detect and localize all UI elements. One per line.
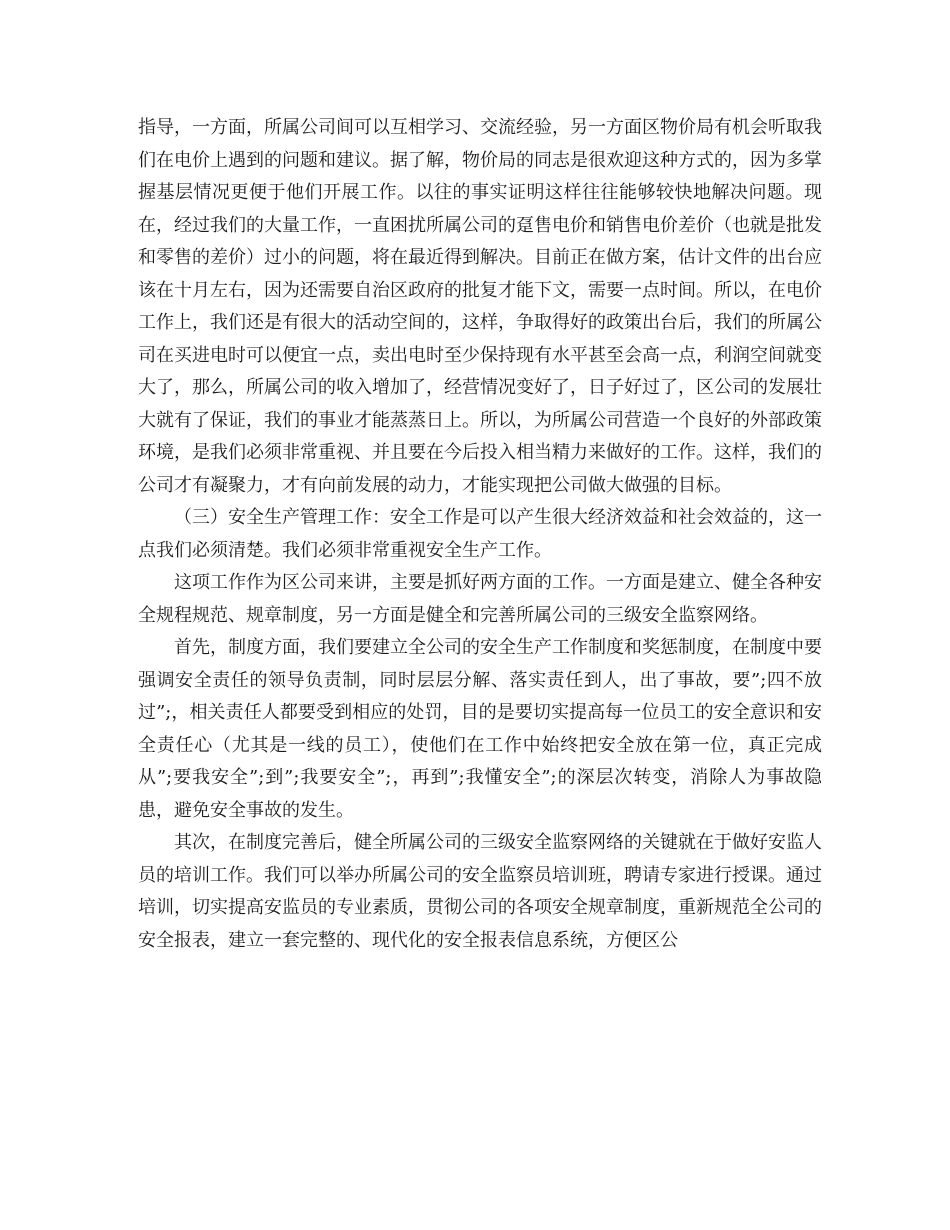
document-body <box>138 112 822 957</box>
paragraph-safety-heading: （三）安全生产管理工作：安全工作是可以产生很大经济效益和社会效益的，这一点我们必须清楚。我们必须非常重视安全生产工作。 <box>138 507 822 561</box>
paragraph-regulations: 首先，制度方面，我们要建立全公司的安全生产工作制度和奖惩制度，在制度中要强调安全责任的领导负责制，同时层层分解、落实责任到人，出了事故，要”;四不放过”;，相关责任人都要受到相应的处罚，目的是要切实提高每一位员工的安全意识和安全责任心（尤其是一线的员工），使他们在工作中始终把安全放在第一位，真正完成从”;要我安全”;到”;我要安全”;，再到”;我懂安全”;的深层次转变，消除人为事故隐患，避免安全事故的发生。 <box>138 637 822 821</box>
paragraph-two-aspects: 这项工作作为区公司来讲，主要是抓好两方面的工作。一方面是建立、健全各种安全规程规范、规章制度，另一方面是健全和完善所属公司的三级安全监察网络。 <box>138 572 822 626</box>
paragraph-training: 其次，在制度完善后，健全所属公司的三级安全监察网络的关键就在于做好安监人员的培训工作。我们可以举办所属公司的安全监察员培训班，聘请专家进行授课。通过培训，切实提高安监员的专业素质，贯彻公司的各项安全规章制度，重新规范全公司的安全报表，建立一套完整的、现代化的安全报表信息系统，方便区公 <box>138 832 822 951</box>
paragraph-electricity-price: 指导，一方面，所属公司间可以互相学习、交流经验，另一方面区物价局有机会听取我们在电价上遇到的问题和建议。据了解，物价局的同志是很欢迎这种方式的，因为多掌握基层情况更便于他们开展工作。以往的事实证明这样往往能够较快地解决问题。现在，经过我们的大量工作，一直困扰所属公司的趸售电价和销售电价差价（也就是批发和零售的差价）过小的问题，将在最近得到解决。目前正在做方案，估计文件的出台应该在十月左右，因为还需要自治区政府的批复才能下文，需要一点时间。所以，在电价工作上，我们还是有很大的活动空间的，这样，争取得好的政策出台后，我们的所属公司在买进电时可以便宜一点，卖出电时至少保持现有水平甚至会高一点，利润空间就变大了，那么，所属公司的收入增加了，经营情况变好了，日子好过了，区公司的发展壮大就有了保证，我们的事业才能蒸蒸日上。所以，为所属公司营造一个良好的外部政策环境，是我们必须非常重视、并且要在今后投入相当精力来做好的工作。这样，我们的公司才有凝聚力，才有向前发展的动力，才能实现把公司做大做强的目标。 <box>138 117 822 496</box>
